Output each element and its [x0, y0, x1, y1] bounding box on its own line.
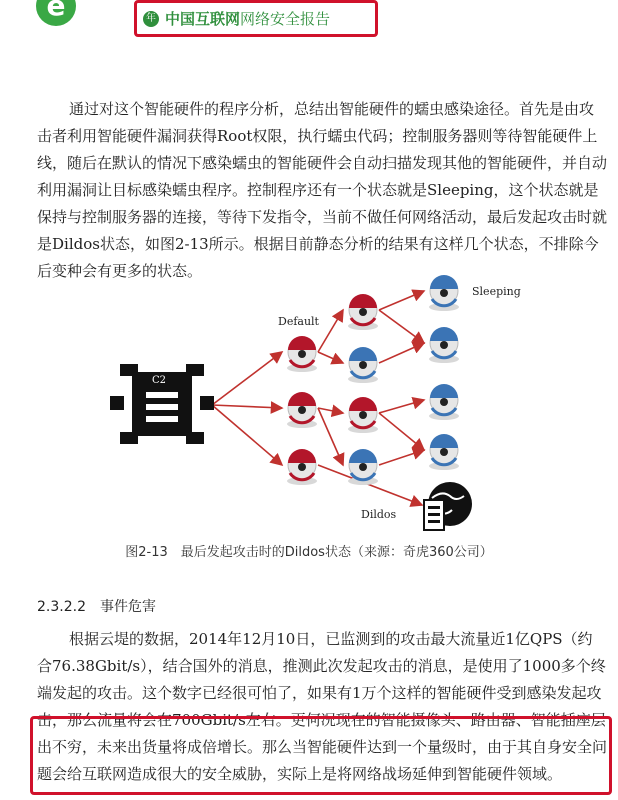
webcam-icon — [429, 384, 459, 420]
webcam-icon — [348, 397, 378, 433]
infection-arrow — [379, 450, 424, 465]
infection-arrow — [379, 343, 424, 363]
figure-caption: 图2-13 最后发起攻击时的Dildos状态（来源：奇虎360公司） — [125, 545, 493, 560]
infection-arrow — [212, 352, 282, 405]
webcam-icon — [348, 294, 378, 330]
header-title: 网络安全报告 — [240, 10, 331, 28]
camera-nodes — [287, 275, 459, 485]
webcam-icon — [429, 275, 459, 311]
infection-arrow — [318, 310, 343, 352]
infection-arrow — [318, 352, 343, 363]
infection-arrow — [318, 408, 343, 465]
header-brand: 中国互联网 — [165, 10, 241, 28]
infection-arrow — [212, 405, 282, 465]
infection-arrow — [379, 291, 424, 310]
attack-target-icon — [424, 482, 472, 530]
infection-arrow — [379, 310, 424, 343]
webcam-icon — [287, 392, 317, 428]
webcam-icon — [348, 449, 378, 485]
header-badge-icon: 年 — [143, 11, 159, 27]
infection-arrow — [212, 405, 282, 408]
section-number: 2.3.2.2 — [37, 599, 86, 615]
section-heading — [37, 596, 170, 616]
webcam-icon — [348, 347, 378, 383]
publisher-logo: e — [36, 0, 76, 26]
section-title: 事件危害 — [99, 599, 156, 615]
webcam-icon — [429, 434, 459, 470]
c2-label: C2 — [152, 375, 167, 386]
sleeping-label: Sleeping — [472, 285, 521, 298]
default-label: Default — [278, 315, 319, 328]
body-paragraph-2: 根据云堤的数据，2014年12月10日，已监测到的攻击最大流量近1亿QPS（约合76.38Gbit/s），结合国外的消息，推测此次发起攻击的消息，是使用了1000多个终端发起的攻击。这个数字已经很可怕了，如果有1万个这样的智能硬件受到感染发起攻击，那么流量将会在700Gbit/s左右。更何况现在的智能摄像头、路由器、智能插座层出不穷，未来出货量将成倍增长。那么当智能硬件达到一个量级时，由于其自身安全问题会给互联网造成很大的安全威胁，实际上是将网络战场延伸到智能硬件领域。 — [37, 630, 608, 783]
webcam-icon — [429, 327, 459, 363]
infection-arrow — [318, 408, 343, 413]
infection-arrow — [379, 400, 424, 413]
highlight-box — [30, 716, 612, 795]
webcam-icon — [287, 336, 317, 372]
body-paragraph-1: 通过对这个智能硬件的程序分析，总结出智能硬件的蠕虫感染途径。首先是由攻击者利用智能硬件漏洞获得Root权限，执行蠕虫代码；控制服务器则等待智能硬件上线，随后在默认的情况下感染蠕虫的智能硬件会自动扫描发现其他的智能硬件，并自动利用漏洞让目标感染蠕虫程序。控制程序还有一个状态就是Sleeping，这个状态就是保持与控制服务器的连接，等待下发指令，当前不做任何网络活动，最后发起攻击时就是Dildos状态，如图2-13所示。根据目前静态分析的结果有这样几个状态，不排除今后变种会有更多的状态。 — [37, 100, 608, 280]
dildos-label: Dildos — [361, 508, 397, 521]
infection-arrow — [379, 413, 424, 450]
webcam-icon — [287, 449, 317, 485]
